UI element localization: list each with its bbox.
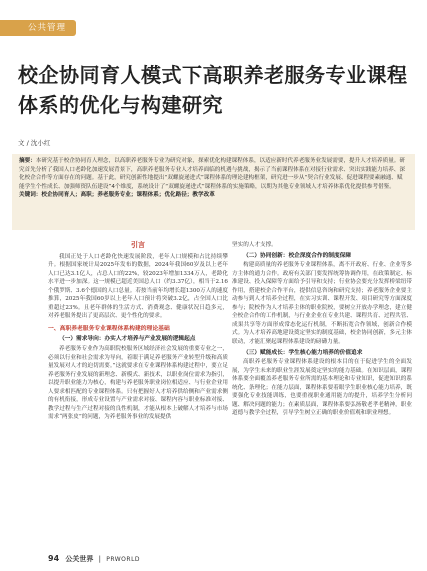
- author-line: 文 / 沈小红: [18, 139, 51, 147]
- keywords-label: 关键词：: [19, 192, 42, 199]
- abstract-label: 摘要：: [19, 158, 36, 164]
- sub3-heading: （三）赋能成长：学生核心能力培养的价值追求: [243, 349, 363, 356]
- sub2-paragraph: 构建高质量的养老服务专业课程体系，离不开政府、行业、企业等多方主体的通力合作。政府有关部门要发挥统筹协调作用，在政策制定、标准建设、投入保障等方面给予引导和支持；行业协会要充分发挥桥梁纽带作用，搭建校企合作平台，提供信息咨询和研究支持；养老服务企业要主动参与到人才培养全过程，在实习实训、课程开发、项目研究等方面深度参与；院校作为人才培养主体的职业院校，要树立开放办学理念，建立健全校企合作的工作机制，与行业企业在专业共建、课程共育、过程共管、成果共享等方面形成常态化运行机制，不断拓宽合作领域，创新合作模式。为人才培养高地建设奠定坚实的制度基础，校企协同创新，多元主体联动，才能汇聚起课程体系建设的磅礴力量。: [232, 262, 412, 346]
- keywords-text: 校企协同育人；高职；养老服务专业；课程体系；优化路径；教学改革: [41, 192, 215, 199]
- page-footer: [48, 554, 140, 564]
- left-column: [48, 241, 228, 422]
- magazine-name-en: PRWORLD: [106, 556, 141, 563]
- page-number: 94: [48, 554, 60, 563]
- right-column: [232, 241, 412, 418]
- section-tag: 公共管理: [0, 20, 76, 36]
- lead-paragraph: 坚实的人才支撑。: [232, 242, 277, 248]
- section1-heading: 一、高职养老服务专业课程体系构建的理论基础: [48, 325, 170, 332]
- abstract-box: [12, 154, 415, 230]
- section1-subheading: （一）需求导向：办实人才培养与产业发展的逻辑起点: [59, 336, 196, 343]
- header-bar: [0, 0, 427, 40]
- article-title: 校企协同育人模式下高职养老服务专业课程体系的优化与构建研究: [18, 63, 408, 117]
- abstract-paragraph: [19, 157, 408, 191]
- magazine-name: 公关世界: [65, 555, 94, 563]
- keywords-line: [19, 191, 408, 200]
- section1-paragraph: 养老服务专业作为高职院校服务区域经济社会发展的重要专业之一，必须以行业和社会需求为导向，着眼于满足养老服务产业转型升级和高质量发展对人才的迫切需要。”这就要求在专业课程体系构建过程中，要立足养老服务行业发展的新理念、新模式、新技术，以职业岗位需求为指引，以提升职业能力为核心，构建与养老服务职业岗位相适应、与行业企业用人要求相匹配的专业课程体系。只有把握好人才培养供给侧和产业需求侧的有机衔接，形成专业设置与产业需求对接、课程内容与职业标准对接、教学过程与生产过程对接的良性机制，才能从根本上破解人才培养与市场需求“两张皮”的问题，为养老服务事业的发展提供: [48, 346, 228, 421]
- sub3-paragraph: 高职养老服务专业课程体系建设的根本目的在于促进学生的全面发展，为学生未来的职业生涯发展奠定坚实的能力基础。在知识层面，课程体系要全面覆盖养老服务专业所需的基本理论和专业知识，促进知识的系统化、条理化；在能力层面，课程体系要着眼学生职业核心能力培养，既要强化专业技能训练，也要重视职业通用能力的提升，培养学生分析问题、解决问题的能力；在素质层面，课程体系要弘扬敬老孝老精神，职业道德与教学全过程，引导学生树立正确的职业价值观和职业理想。: [232, 359, 412, 417]
- sub2-heading: （二）协同创新：校企深度合作的制度保障: [243, 252, 352, 259]
- intro-heading: 引言: [131, 241, 145, 249]
- abstract-text: 本研究基于校企协同育人理念，以高职养老服务专业为研究对象，探索优化构建课程体系，以适应新时代养老服务业发展需要，提升人才培养质量。研究首先分析了我国人口老龄化加速发展背景下，高职养老服务专业人才培养面临的机遇与挑战，揭示了当前课程体系在对接行业需求、突出实践能力培养、深化校企合作等方面存在的问题。基于此，研究创新性地提出“双螺旋递进式”课程体系的理论建构框架，研究进一步从“契合行业发展、促进课程要素融通、赋能学生个性成长、加强师资队伍建设”4个维度，系统设计了“双螺旋递进式”课程体系的实施策略，以期为其他专业领域人才培养体系优化提供参考借鉴。: [19, 158, 405, 190]
- intro-paragraph: 我国正处于人口老龄化快速发展阶段，老年人口规模和占比持续攀升。根据国家统计局2025年发布的数据，2024年我国60岁及以上老年人口已达3.1亿人，占总人口的22%，较2023年增加1334万人，老龄化水平进一步加深。这一规模已超近美国总人口（约3.37亿），相当于2.16个俄罗斯、3.6个德国的人口总量。若按当前年均增长超1300万人的速度推算，2025年我国60岁以上老年人口预计将突破3.2亿，占全国人口比重超过23%。且老年群体的生活方式、消费观念、健康状况日趋多元，对养老服务提出了更高层次、更个性化的要求。: [48, 253, 228, 320]
- footer-separator: |: [98, 555, 101, 563]
